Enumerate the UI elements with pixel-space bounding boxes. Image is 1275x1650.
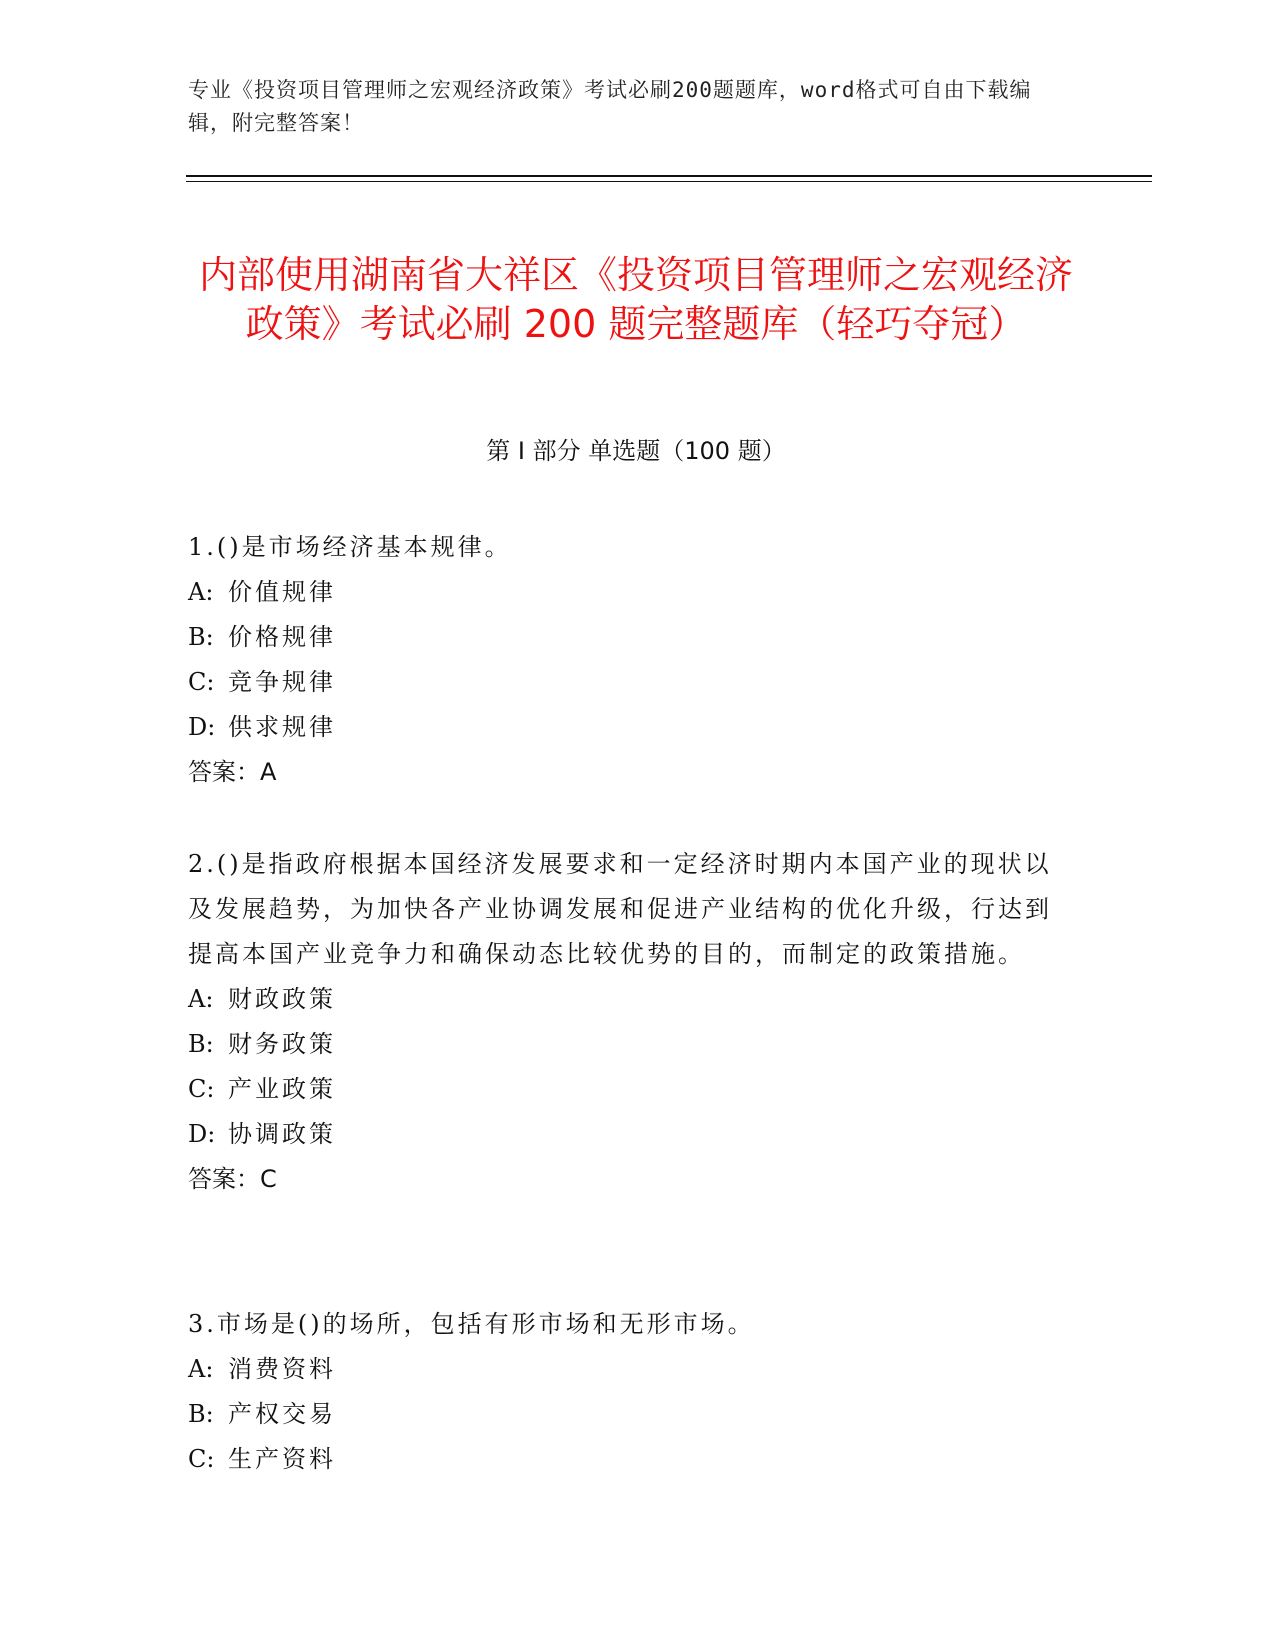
option-key: A:	[188, 1355, 214, 1383]
option-key: A:	[188, 578, 214, 606]
option-key: B:	[188, 1030, 214, 1058]
option-key: C:	[188, 668, 215, 696]
header-divider	[186, 175, 1152, 177]
option-text: 产业政策	[228, 1075, 336, 1103]
option-text: 财政政策	[228, 985, 336, 1013]
option-text: 价格规律	[228, 623, 336, 651]
option-key: B:	[188, 623, 214, 651]
answer: 答案：A	[188, 758, 277, 786]
option-b	[188, 1022, 1068, 1067]
answer: 答案：C	[188, 1165, 277, 1193]
option-a	[188, 977, 1068, 1022]
question-text: 1.()是市场经济基本规律。	[188, 533, 512, 561]
option-key: D:	[188, 1120, 216, 1148]
header-note: 专业《投资项目管理师之宏观经济政策》考试必刷200题题库，word格式可自由下载编辑，附完整答案！	[188, 78, 1032, 135]
option-text: 价值规律	[228, 578, 336, 606]
option-text: 供求规律	[228, 713, 336, 741]
option-d	[188, 705, 1068, 750]
option-text: 竞争规律	[228, 668, 336, 696]
option-c	[188, 660, 1068, 705]
question-text: 2.()是指政府根据本国经济发展要求和一定经济时期内本国产业的现状以及发展趋势，为加快各产业协调发展和促进产业结构的优化升级，行达到提高本国产业竞争力和确保动态比较优势的目的，而制定的政策措施。	[188, 850, 1052, 968]
option-text: 生产资料	[228, 1445, 336, 1473]
question-text: 3.市场是()的场所，包括有形市场和无形市场。	[188, 1310, 755, 1338]
option-key: C:	[188, 1445, 215, 1473]
option-text: 消费资料	[228, 1355, 336, 1383]
question-1	[188, 525, 1068, 795]
document-title: 内部使用湖南省大祥区《投资项目管理师之宏观经济政策》考试必刷 200 题完整题库（轻巧夺冠）	[198, 253, 1073, 347]
option-text: 财务政策	[228, 1030, 336, 1058]
option-d	[188, 1112, 1068, 1157]
option-key: C:	[188, 1075, 215, 1103]
header-divider-thin	[186, 181, 1152, 182]
option-a	[188, 570, 1068, 615]
option-b	[188, 615, 1068, 660]
option-c	[188, 1067, 1068, 1112]
question-2	[188, 842, 1068, 1202]
option-a	[188, 1347, 1068, 1392]
option-key: D:	[188, 713, 216, 741]
option-key: B:	[188, 1400, 214, 1428]
option-text: 产权交易	[228, 1400, 336, 1428]
section-heading: 第 I 部分 单选题（100 题）	[486, 437, 786, 465]
option-text: 协调政策	[228, 1120, 336, 1148]
option-c	[188, 1437, 1068, 1482]
option-key: A:	[188, 985, 214, 1013]
option-b	[188, 1392, 1068, 1437]
question-3	[188, 1302, 1068, 1482]
